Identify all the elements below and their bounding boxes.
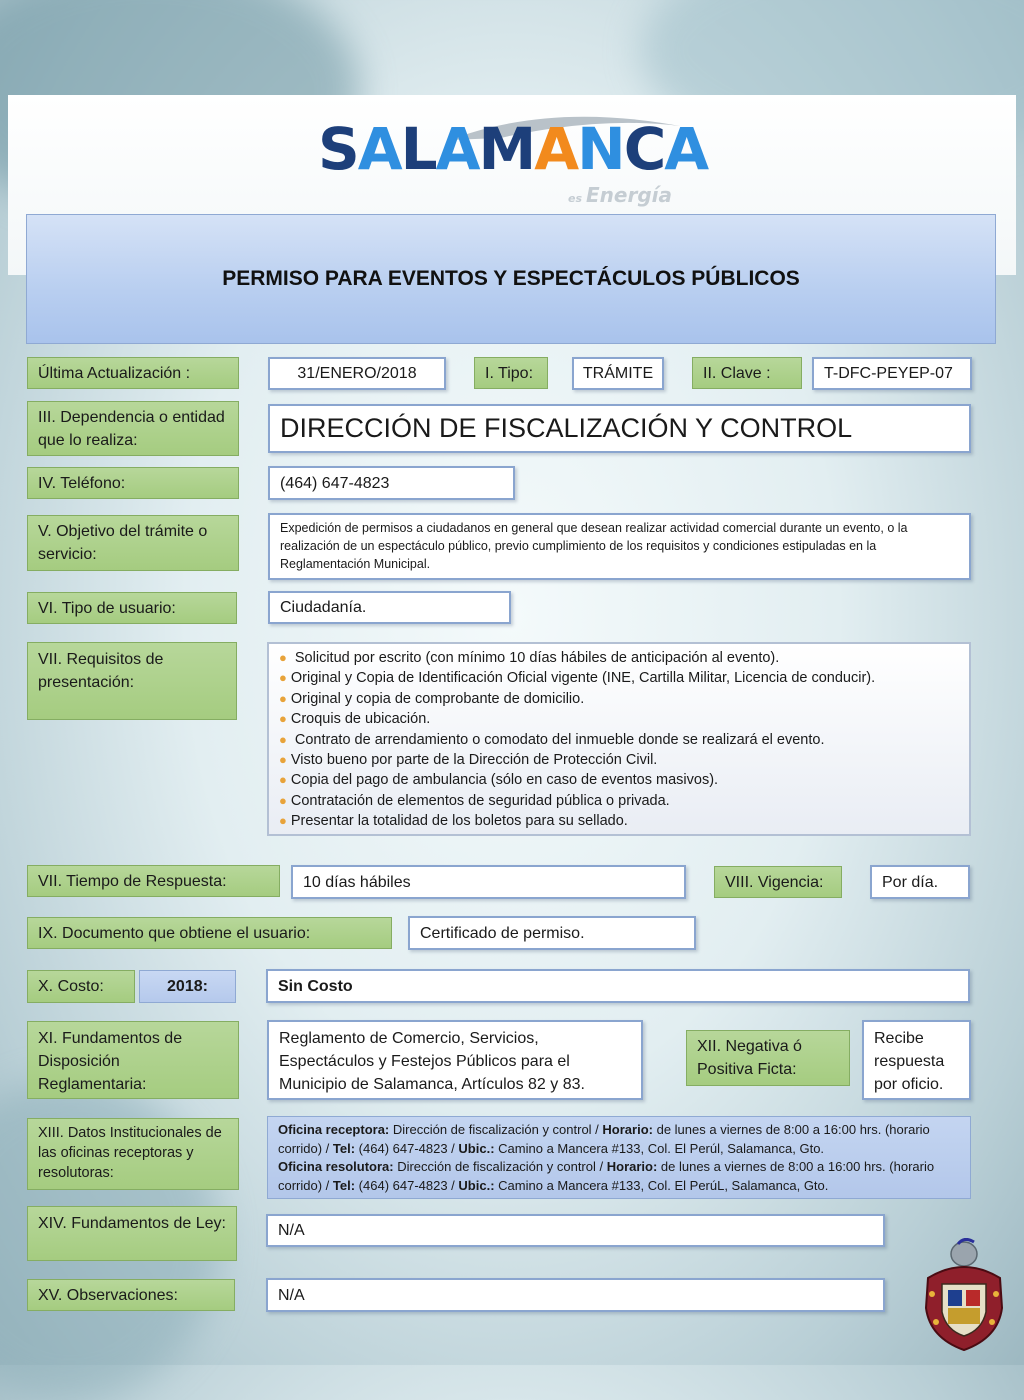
coat-of-arms-icon: [918, 1238, 1010, 1353]
documento-value: Certificado de permiso.: [408, 916, 696, 950]
logo-letter: S: [318, 115, 358, 183]
fundamentos-disposicion-label: XI. Fundamentos de Disposición Reglamentaria:: [27, 1021, 239, 1099]
objetivo-label: V. Objetivo del trámite o servicio:: [27, 515, 239, 571]
requisitos-list: [267, 642, 971, 836]
logo-tagline-es: es: [568, 192, 583, 205]
tiempo-respuesta-value: 10 días hábiles: [291, 865, 686, 899]
list-item: [279, 709, 959, 729]
requisitos-label: VII. Requisitos de presentación:: [27, 642, 237, 720]
page-title: PERMISO PARA EVENTOS Y ESPECTÁCULOS PÚBLICOS: [26, 214, 996, 344]
costo-value: Sin Costo: [266, 969, 970, 1003]
vigencia-value: Por día.: [870, 865, 970, 899]
negativa-positiva-value: Recibe respuesta por oficio.: [862, 1020, 971, 1100]
tipo-label: I. Tipo:: [474, 357, 548, 389]
ubic-value: Camino a Mancera #133, Col. El PerúL, Salamanca, Gto.: [494, 1177, 829, 1193]
logo-letter: A: [435, 115, 479, 183]
tiempo-respuesta-label: VII. Tiempo de Respuesta:: [27, 865, 280, 897]
objetivo-value: Expedición de permisos a ciudadanos en general que desean realizar actividad comercial durante un evento, o la realización de un espectáculo público, previo cumplimiento de los requisitos y condiciones estipuladas en la Reglamentación Municipal.: [268, 513, 971, 580]
ubic-value: Camino a Mancera #133, Col. El Perúl, Salamanca, Gto.: [494, 1140, 825, 1156]
bullet-icon: ●: [279, 650, 287, 665]
costo-label: X. Costo:: [27, 970, 135, 1003]
requisito-text: Original y Copia de Identificación Oficial vigente (INE, Cartilla Militar, Licencia de conducir).: [290, 670, 876, 687]
list-item: [279, 811, 959, 831]
logo-tagline-energia: Energía: [586, 183, 673, 207]
tel-key: Tel:: [332, 1177, 356, 1193]
documento-label: IX. Documento que obtiene el usuario:: [27, 917, 392, 949]
logo-letter: M: [478, 115, 535, 183]
observaciones-value: N/A: [266, 1278, 885, 1312]
datos-institucionales-label: XIII. Datos Institucionales de las oficinas receptoras y resolutoras:: [27, 1118, 239, 1190]
list-item: [279, 689, 959, 709]
requisito-text: Contrato de arrendamiento o comodato del inmueble donde se realizará el evento.: [290, 731, 825, 748]
datos-institucionales-value: [267, 1116, 971, 1199]
vigencia-label: VIII. Vigencia:: [714, 866, 842, 898]
list-item: [279, 648, 959, 668]
ultima-actualizacion-label: Última Actualización :: [27, 357, 239, 389]
tipo-usuario-value: Ciudadanía.: [268, 591, 511, 624]
bullet-icon: ●: [279, 813, 287, 829]
receptora-key: Oficina receptora:: [278, 1122, 390, 1137]
bullet-icon: ●: [279, 731, 287, 747]
requisito-text: Presentar la totalidad de los boletos para su sellado.: [290, 813, 628, 830]
ubic-key: Ubic.:: [458, 1177, 495, 1193]
logo-tagline: [568, 183, 672, 207]
bullet-icon: ●: [279, 670, 287, 686]
resolutora-key: Oficina resolutora:: [278, 1159, 394, 1174]
requisito-text: Solicitud por escrito (con mínimo 10 días hábiles de anticipación al evento).: [290, 650, 780, 666]
logo-letter: C: [623, 115, 665, 183]
bullet-icon: ●: [279, 792, 287, 808]
clave-label: II. Clave :: [692, 357, 802, 389]
dependencia-value: DIRECCIÓN DE FISCALIZACIÓN Y CONTROL: [268, 404, 971, 453]
tel-value: (464) 647-4823 /: [355, 1140, 459, 1156]
costo-year: 2018:: [139, 970, 236, 1003]
tel-value: (464) 647-4823 /: [355, 1177, 459, 1193]
telefono-label: IV. Teléfono:: [27, 467, 239, 499]
bullet-icon: ●: [279, 772, 287, 788]
salamanca-logo: [300, 108, 730, 213]
list-item: [279, 750, 959, 770]
logo-wordmark-text: [318, 115, 707, 183]
tel-key: Tel:: [332, 1140, 356, 1156]
ultima-actualizacion-value: 31/ENERO/2018: [268, 357, 446, 390]
horario-value: de lunes a viernes de 8:00 a 16:00 hrs. (horario corrido) /: [278, 1159, 935, 1193]
bullet-icon: ●: [279, 690, 287, 706]
list-item: [279, 791, 959, 811]
resolutora-value: Dirección de fiscalización y control /: [393, 1159, 607, 1174]
tipo-value: TRÁMITE: [572, 357, 664, 390]
bullet-icon: ●: [279, 711, 287, 727]
requisito-text: Visto bueno por parte de la Dirección de Protección Civil.: [290, 752, 658, 769]
requisito-text: Copia del pago de ambulancia (sólo en caso de eventos masivos).: [290, 772, 719, 789]
fundamentos-ley-label: XIV. Fundamentos de Ley:: [27, 1206, 237, 1261]
logo-wordmark: [318, 115, 708, 183]
list-item: [279, 770, 959, 790]
requisito-text: Original y copia de comprobante de domicilio.: [290, 690, 585, 707]
receptora-value: Dirección de fiscalización y control /: [389, 1122, 603, 1137]
list-item: [279, 668, 959, 688]
negativa-positiva-label: XII. Negativa ó Positiva Ficta:: [686, 1030, 850, 1086]
logo-letter: A: [534, 115, 578, 183]
bullet-icon: ●: [279, 752, 287, 768]
horario-key: Horario:: [606, 1159, 658, 1174]
requisito-text: Croquis de ubicación.: [290, 711, 431, 728]
tipo-usuario-label: VI. Tipo de usuario:: [27, 592, 237, 624]
clave-value: T-DFC-PEYEP-07: [812, 357, 972, 390]
list-item: [279, 730, 959, 750]
dependencia-label: III. Dependencia o entidad que lo realiza:: [27, 401, 239, 456]
logo-letter: L: [400, 115, 436, 183]
requisito-text: Contratación de elementos de seguridad pública o privada.: [290, 792, 670, 809]
fundamentos-ley-value: N/A: [266, 1214, 885, 1247]
horario-value: de lunes a viernes de 8:00 a 16:00 hrs. (horario corrido) /: [278, 1122, 930, 1156]
fundamentos-disposicion-value: Reglamento de Comercio, Servicios, Espectáculos y Festejos Públicos para el Municipio de Salamanca, Artículos 82 y 83.: [267, 1020, 643, 1100]
logo-letter: A: [664, 115, 708, 183]
logo-letter: A: [357, 115, 401, 183]
telefono-value: (464) 647-4823: [268, 466, 515, 500]
ubic-key: Ubic.:: [458, 1140, 495, 1156]
logo-letter: N: [577, 115, 624, 183]
observaciones-label: XV. Observaciones:: [27, 1279, 235, 1311]
horario-key: Horario:: [602, 1122, 653, 1137]
